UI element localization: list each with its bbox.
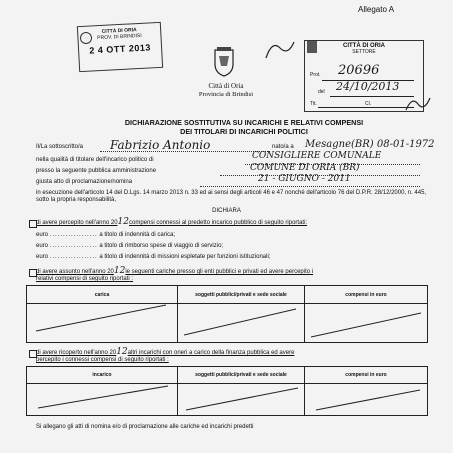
section-b-year[interactable]: 12 <box>113 266 126 276</box>
section-a-pre: di avere percepito nell'anno 20 <box>36 220 118 226</box>
declarant-name[interactable]: Fabrizio Antonio <box>110 138 211 152</box>
qualita-label: nella qualità di titolare dell'incarico politico di <box>36 157 154 163</box>
appointment-date[interactable]: 21 - GIUGNO - 2011 <box>258 174 351 184</box>
col-compensi: compensi in euro <box>305 286 428 304</box>
prot-label: Prot. <box>310 72 321 78</box>
euro-row-1: euro .................. a titolo di indennità di carica; <box>36 232 176 238</box>
received-stamp <box>77 22 163 72</box>
section-c-year[interactable]: 12 <box>116 347 128 357</box>
city-emblem-icon <box>207 46 241 78</box>
section-c-intro <box>36 349 436 357</box>
document-subtitle: DEI TITOLARI DI INCARICHI POLITICI <box>180 127 308 136</box>
stamp-date: 2 4 OTT 2013 <box>89 42 152 56</box>
document-title: DICHIARAZIONE SOSTITUTIVA SU INCARICHI E RELATIVI COMPENSI <box>124 118 364 127</box>
col-compensi: compensi in euro <box>305 367 428 384</box>
presso-label: presso la seguente pubblica amministrazione <box>36 168 157 174</box>
stamp-province: PROV. DI BRINDISI <box>97 32 142 42</box>
administration[interactable]: COMUNE DI ORIA (BR) <box>250 163 360 173</box>
euro-label: euro <box>36 232 49 238</box>
section-c-post: altri incarichi con oneri a carico della finanza pubblica ed avere <box>127 350 295 356</box>
sottoscritto-label: Il/La sottoscritto/a <box>36 144 84 150</box>
euro-row-text: a titolo di rimborso spese di viaggio di servizio; <box>99 243 224 249</box>
section-c-line2: percepito i connessi compensi di seguito riportati : <box>36 357 169 363</box>
euro-row-text: a titolo di indennità di missioni espletate per funzioni istituzionali; <box>99 254 271 260</box>
birth-place-date[interactable]: Mesagne(BR) 08-01-1972 <box>305 139 435 150</box>
cl-label: Cl. <box>365 101 372 107</box>
prot-number: 20696 <box>338 63 380 78</box>
legal-basis: in esecuzione dell'articolo 14 del D.Lgs. 14 marzo 2013 n. 33 ed ai sensi degli articoli 46 e 47 nonché dell'articolo 76 del D.P.R. 28/12/2000, n. 445, sotto la propria responsabilità, <box>36 190 427 203</box>
col-incarico: incarico <box>27 367 178 384</box>
section-a-checkbox[interactable] <box>29 220 37 228</box>
euro-label: euro <box>36 254 49 260</box>
dichiara-heading: DICHIARA <box>212 208 241 214</box>
stamp-emblem-icon <box>80 32 92 44</box>
section-a-intro <box>36 219 436 227</box>
euro-row-text: a titolo di indennità di carica; <box>99 232 176 238</box>
protocol-city: CITTÀ DI ORIA <box>343 43 385 49</box>
euro-row-2: euro .................. a titolo di rimborso spese di viaggio di servizio; <box>36 243 224 249</box>
footer-note: Si allegano gli atti di nomina e/o di proclamazione alle cariche ed incarichi predetti <box>36 424 254 430</box>
section-b-intro <box>36 268 436 276</box>
province-name: Provincia di Brindisi <box>198 91 254 98</box>
del-date: 24/10/2013 <box>336 80 400 93</box>
stamp-city: CITTÀ DI ORIA <box>101 27 137 35</box>
del-label: del <box>318 89 325 95</box>
nato-label: nato/a a <box>272 144 294 150</box>
section-b-line2: relativi compensi di seguito riportati : <box>36 276 134 282</box>
city-name: Città di Oria <box>208 82 244 90</box>
table-strike-lines <box>26 285 428 343</box>
section-a-year[interactable]: 12 <box>117 217 129 227</box>
protocol-office: SETTORE <box>352 49 376 55</box>
tit-label: Tit. <box>310 101 317 107</box>
initials-signature <box>262 36 298 64</box>
col-soggetti: soggetti pubblici/privati e sede sociale <box>178 286 305 304</box>
section-b-post: le seguenti cariche presso gli enti pubblici e privati ed avere percepito i <box>125 269 314 275</box>
col-carica: carica <box>27 286 178 304</box>
section-c-pre: di avere ricoperto nell'anno 20 <box>36 350 117 356</box>
section-b-pre: di avere assunto nell'anno 20 <box>36 269 114 275</box>
protocol-emblem-icon <box>307 41 317 53</box>
political-role[interactable]: CONSIGLIERE COMUNALE <box>252 151 382 161</box>
euro-label: euro <box>36 243 49 249</box>
giusta-label: giusta atto di proclamazione/nomina <box>36 179 133 185</box>
col-soggetti: soggetti pubblici/privati e sede sociale <box>178 367 305 384</box>
euro-row-3: euro .................. a titolo di indennità di missioni espletate per funzioni istituzionali; <box>36 254 271 260</box>
table-strike-lines <box>26 366 428 416</box>
allegato-label: Allegato A <box>358 5 395 14</box>
stamp-signature <box>404 94 432 114</box>
section-a-post: compensi connessi al predetto incarico pubblico di seguito riportati: <box>129 220 308 226</box>
